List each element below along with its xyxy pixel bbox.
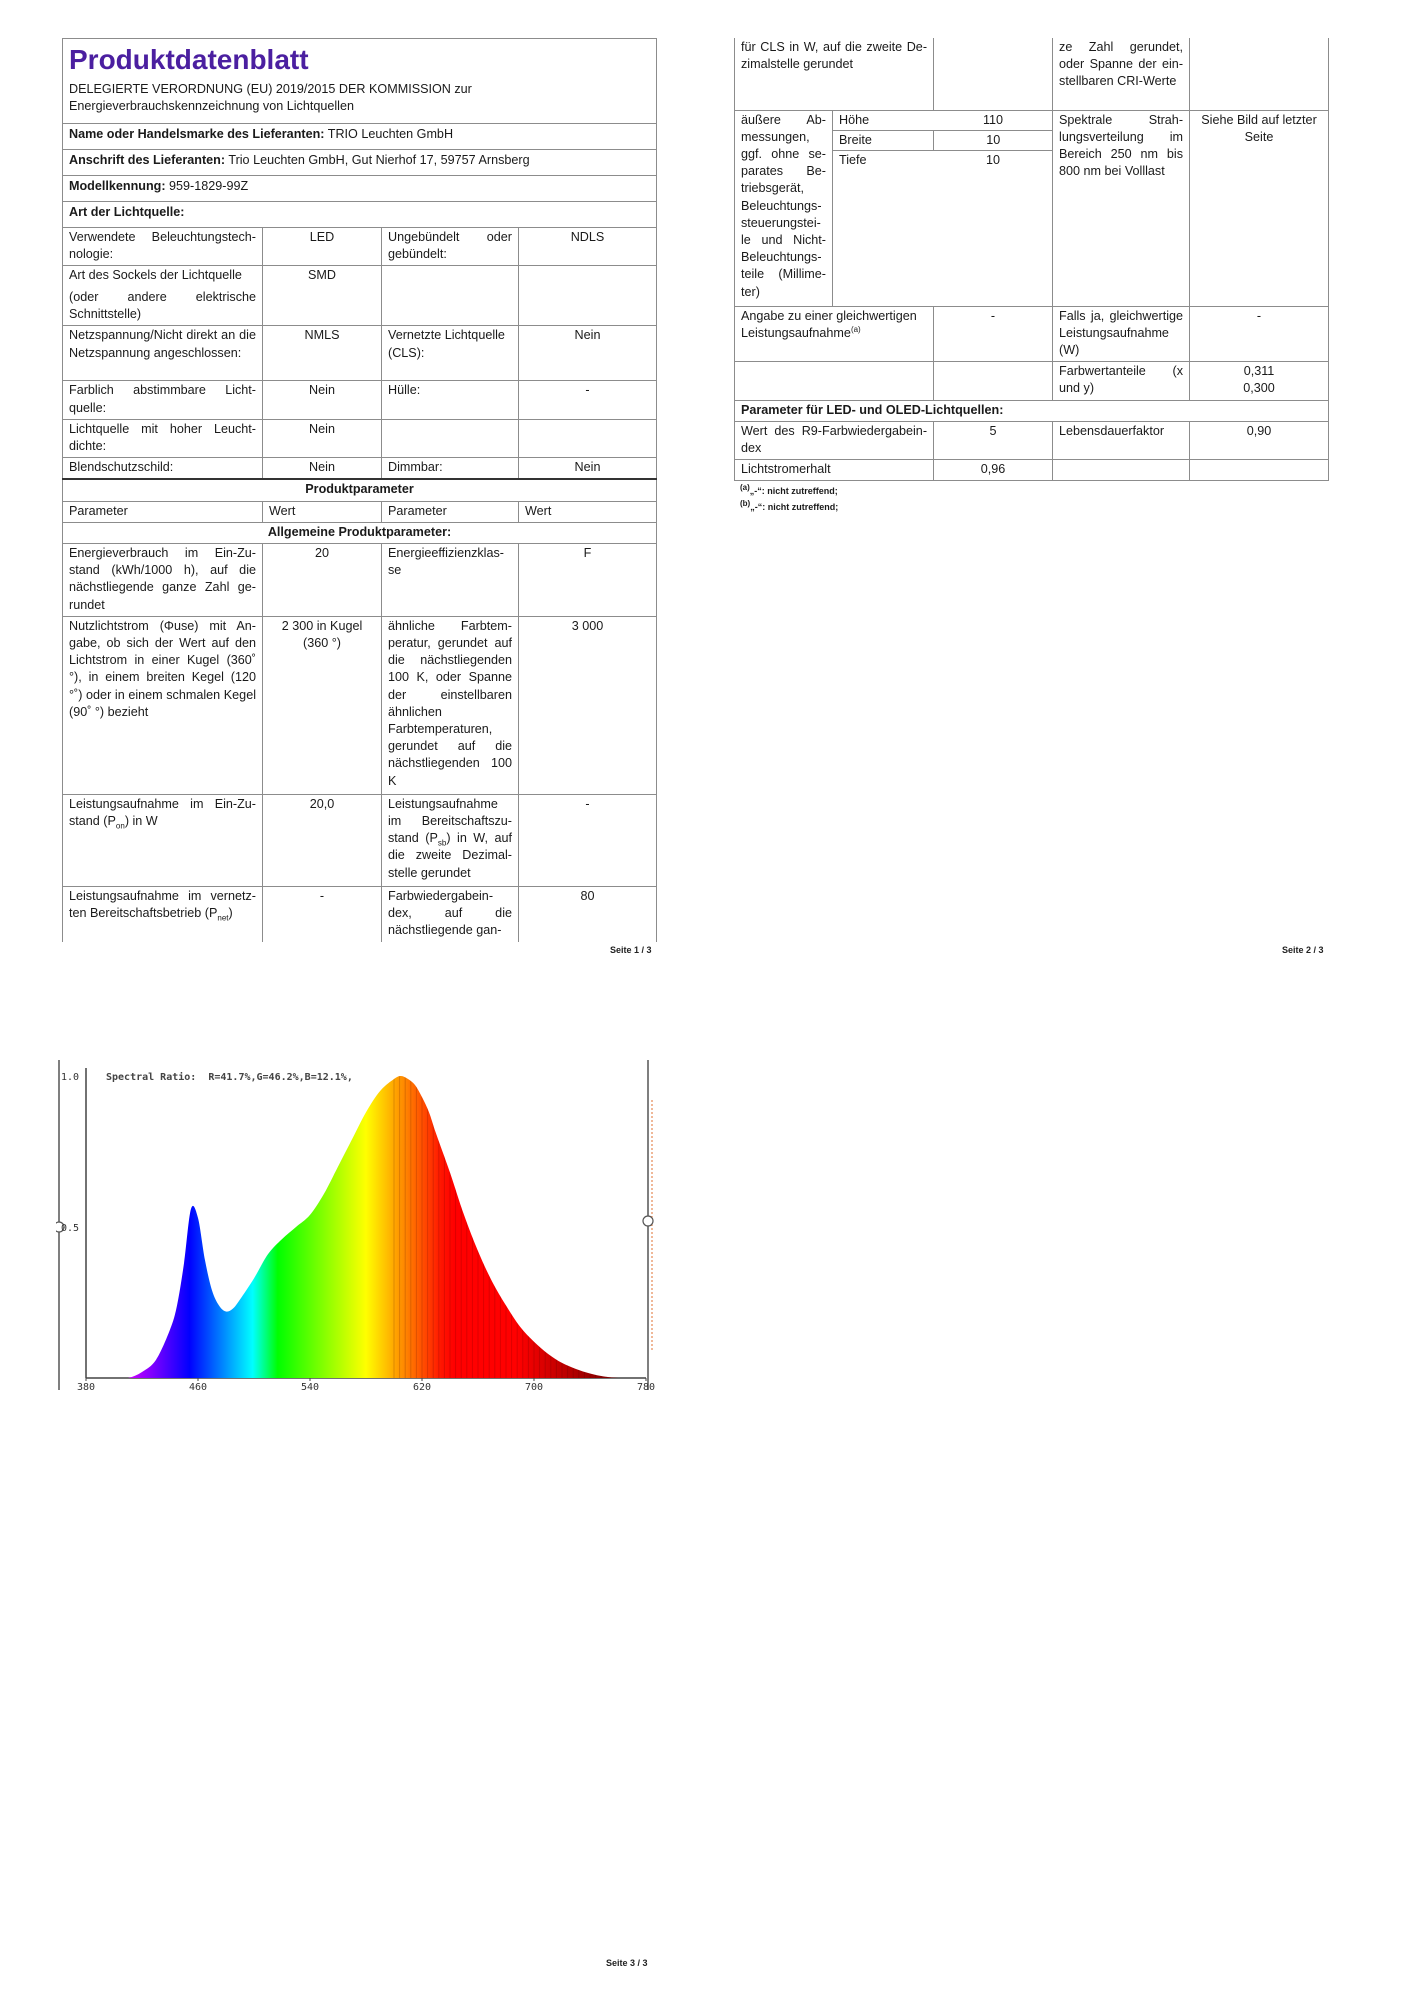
spectral-value: Siehe Bild auf letzter Seite (1190, 110, 1329, 306)
width-label: Breite (833, 131, 933, 151)
dims-cell (833, 110, 1053, 306)
footnote-a: $^{(a)}$„-“: nicht zutreffend; (740, 483, 838, 497)
r9-label: Wert des R9-Farbwiedergabeindex (735, 421, 934, 459)
spectrum-figure (56, 1060, 658, 1398)
tunable-value: Nein (263, 381, 382, 419)
page-number-1: Seite 1 / 3 (610, 945, 652, 955)
led-params-heading: Parameter für LED- und OLED-Lichtquellen: (735, 400, 1329, 421)
datasheet-table-page-1 (62, 38, 657, 942)
model-value: 959-1829-99Z (169, 179, 249, 193)
x-tick-label: 780 (636, 1382, 656, 1393)
maint-value: 0,96 (934, 460, 1053, 481)
col-header-param-2: Parameter (382, 501, 519, 522)
tunable-label: Farblich abstimmbare Lichtquelle: (63, 381, 263, 419)
page-1 (62, 38, 656, 942)
equiv-yes-value: - (1190, 306, 1329, 362)
page-number-2: Seite 2 / 3 (1282, 945, 1324, 955)
chroma-label: Farbwertanteile (x und y) (1053, 362, 1190, 400)
spectrum-striations (394, 1076, 618, 1378)
maint-label: Lichtstromerhalt (735, 460, 934, 481)
eeclass-label: Energieeffizienzklasse (382, 544, 519, 617)
datasheet-table-page-2 (734, 38, 1329, 481)
socket-label-2: (oder andere elektrische Schnittstelle) (69, 289, 256, 321)
supplier-name-value: TRIO Leuchten GmbH (327, 127, 454, 141)
hld-label: Lichtquelle mit hoher Leuchtdichte: (63, 419, 263, 457)
life-value: 0,90 (1190, 421, 1329, 459)
supplier-name-label: Name oder Handelsmarke des Lieferanten: (69, 127, 325, 141)
x-tick-label: 620 (412, 1382, 432, 1393)
cct-value: 3 000 (519, 616, 657, 794)
col-header-param-1: Parameter (63, 501, 263, 522)
mains-label: Netzspannung/Nicht direkt an die Netzspannung angeschlossen: (63, 326, 263, 381)
product-params-heading: Produktparameter (63, 479, 657, 501)
spectrum-chart (56, 1060, 658, 1398)
general-params-heading: Allgemeine Produktparameter: (63, 522, 657, 543)
x-tick-label: 380 (76, 1382, 96, 1393)
supplier-address-value: Trio Leuchten GmbH, Gut Nierhof 17, 59757 Arnsberg (228, 153, 530, 167)
life-label: Lebensdauerfaktor (1053, 421, 1190, 459)
mains-value: NMLS (263, 326, 382, 381)
dims-label: äußere Abmessungen, ggf. ohne separates Betriebsgerät, Beleuchtungssteuerungsteile und Nicht-Beleuchtungsteile (Millimeter) (735, 110, 833, 306)
height-value: 110 (982, 112, 1004, 127)
pon-label: Leistungsaufnahme im Ein-Zustand $(P_{on})$ in W (63, 794, 263, 886)
x-tick-label: 460 (188, 1382, 208, 1393)
light-source-type-heading: Art der Lichtquelle: (63, 202, 657, 228)
col-header-value-1: Wert (263, 501, 382, 522)
flux-value: 2 300 in Kugel (360 °) (263, 616, 382, 794)
regulation-text: DELEGIERTE VERORDNUNG (EU) 2019/2015 DER KOMMISSION zur Energieverbrauchskennzeichnung von Lichtquellen (69, 82, 472, 114)
socket-label: Art des Sockels der Lichtquelle (69, 268, 242, 283)
dims-subtable (833, 111, 1053, 171)
socket-label-cell (63, 266, 263, 326)
cls-value: Nein (519, 326, 657, 381)
cls-cont-label: für CLS in W, auf die zweite Dezimalstelle gerundet (735, 38, 934, 110)
pnet-value: - (263, 886, 382, 942)
chroma-x: 0,311 (1243, 364, 1275, 379)
supplier-address-row (63, 150, 657, 176)
flux-label: Nutzlichtstrom (Φuse) mit Angabe, ob sich der Wert auf den Lichtstrom in einer Kugel (360˚ °), in einem breiten Kegel (120 °˚) oder in einem schmalen Kegel (90˚ °) bezieht (63, 616, 263, 794)
chroma-y: 0,300 (1243, 381, 1275, 396)
psb-value: - (519, 794, 657, 886)
antiglare-value: Nein (263, 458, 382, 480)
width-value: 10 (933, 131, 1053, 151)
page-title: Produktdatenblatt (69, 44, 309, 75)
y-tick-label: 0.5 (61, 1223, 80, 1234)
scroll-handle-right (643, 1216, 653, 1226)
equiv-label: Angabe zu einer gleichwertigen Leistungsaufnahme$^{(a)}$ (735, 306, 934, 362)
cls-label: Vernetzte Lichtquelle (CLS): (382, 326, 519, 381)
envelope-label: Hülle: (382, 381, 519, 419)
y-tick-label: 1.0 (61, 1072, 80, 1083)
dimmable-value: Nein (519, 458, 657, 480)
socket-value: SMD (263, 266, 382, 326)
depth-value: 10 (985, 153, 1000, 167)
energy-value: 20 (263, 544, 382, 617)
bundled-value: NDLS (519, 228, 657, 266)
x-tick-label: 540 (300, 1382, 320, 1393)
spectrum-area (114, 1076, 618, 1378)
equiv-yes-label: Falls ja, gleichwertige Leistungsaufnahme (W) (1053, 306, 1190, 362)
hld-value: Nein (263, 419, 382, 457)
depth-label: Tiefe (839, 153, 867, 167)
cct-label: ähnliche Farbtemperatur, gerundet auf die nächstliegenden 100 K, oder Spanne der einstellbaren ähnlichen Farbtemperaturen, gerundet auf die nächstliegenden 100 K (382, 616, 519, 794)
psb-label: Leistungsaufnahme im Bereitschaftszustand $(P_{sb})$ in W, auf die zweite Dezimalstelle gerundet (382, 794, 519, 886)
r9-value: 5 (934, 421, 1053, 459)
dimmable-label: Dimmbar: (382, 458, 519, 480)
eeclass-value: F (519, 544, 657, 617)
supplier-name-row (63, 124, 657, 150)
footnotes (734, 483, 1328, 515)
height-label: Höhe (839, 112, 870, 127)
envelope-value: - (519, 381, 657, 419)
cri-cont-label: ze Zahl gerundet, oder Spanne der einstellbaren CRI-Werte (1053, 38, 1190, 110)
antiglare-label: Blendschutzschild: (63, 458, 263, 480)
energy-label: Energieverbrauch im Ein-Zustand (kWh/1000 h), auf die nächstliegende ganze Zahl gerundet (63, 544, 263, 617)
col-header-value-2: Wert (519, 501, 657, 522)
spectral-ratio-annotation: Spectral Ratio: R=41.7%,G=46.2%,B=12.1%, (106, 1072, 353, 1083)
model-label: Modellkennung: (69, 179, 166, 193)
tech-value: LED (263, 228, 382, 266)
supplier-address-label: Anschrift des Lieferanten: (69, 153, 226, 167)
footnote-b: $^{(b)}$„-“: nicht zutreffend; (740, 499, 839, 513)
chroma-value (1190, 362, 1329, 400)
cri-label: Farbwiedergabeindex, auf die nächstliegende gan- (382, 886, 519, 942)
pon-value: 20,0 (263, 794, 382, 886)
pnet-label: Leistungsaufnahme im vernetzten Bereitschaftsbetrieb $(P_{net})$ (63, 886, 263, 942)
x-tick-label: 700 (524, 1382, 544, 1393)
spectral-label: Spektrale Strahlungsverteilung im Bereich 250 nm bis 800 nm bei Volllast (1053, 110, 1190, 306)
bundled-label: Ungebündelt oder gebündelt: (382, 228, 519, 266)
page-number-3: Seite 3 / 3 (606, 1958, 648, 1968)
cri-value: 80 (519, 886, 657, 942)
tech-label: Verwendete Beleuchtungstechnologie: (63, 228, 263, 266)
page-2 (734, 38, 1328, 515)
model-row (63, 176, 657, 202)
equiv-value: - (934, 306, 1053, 362)
